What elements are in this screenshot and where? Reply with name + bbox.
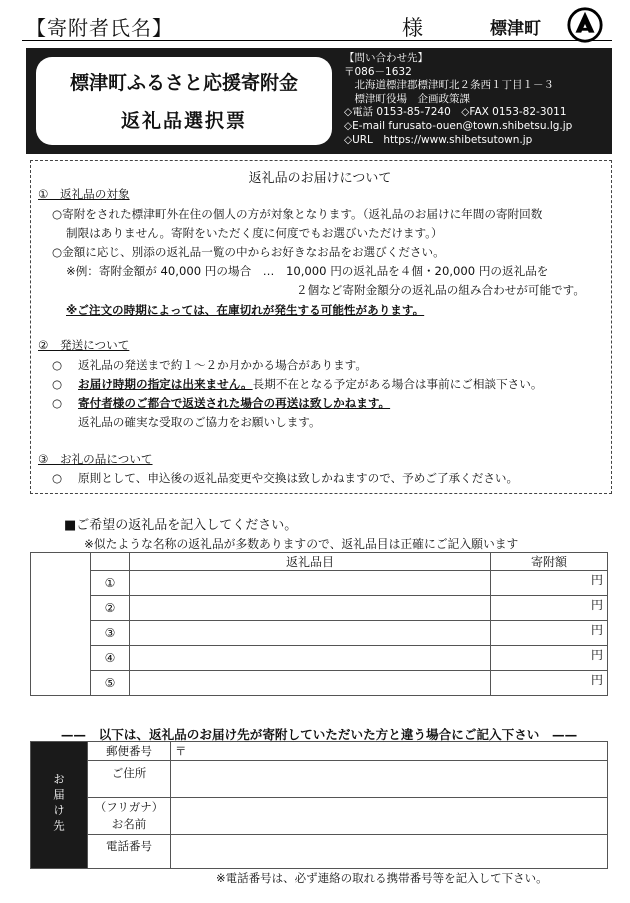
town-name: 標津町	[490, 19, 541, 39]
name-label-text: お名前	[111, 817, 147, 831]
col-amount-header: 寄附額	[491, 553, 608, 571]
notice-line: 原則として、申込後の返礼品変更や交換は致しかねますので、予めご了承ください。	[78, 471, 519, 485]
gift-table	[30, 552, 608, 696]
no-resend-warning: 寄付者様のご都合で返送された場合の再送は致しかねます。	[78, 396, 391, 410]
donor-name-line	[22, 40, 612, 41]
section-3-heading: ③ お礼の品について	[38, 452, 153, 466]
notice-line: ○金額に応じ、別添の返礼品一覧の中からお好きなお品をお選びください。	[52, 245, 445, 259]
gift-item-field[interactable]	[130, 571, 491, 596]
form-title: 標津町ふるさと応援寄附金	[69, 72, 298, 94]
row-number: ①	[91, 571, 130, 596]
gift-item-field[interactable]	[130, 596, 491, 621]
contact-info: 【問い合わせ先】 〒086－1632 北海道標津郡標津町北２条西１丁目１－３ 標津町役場 企画政策課 ◇電話 0153-85-7240 ◇FAX 0153-82-3011 ◇E-mail furusato-ouen@town.shibetsu.lg.jp ◇URL https://www.shibetsutown.jp	[344, 52, 573, 146]
notice-line: ○寄附をされた標津町外在住の個人の方が対象となります。（返礼品のお届けに年間の寄附回数	[52, 207, 543, 221]
section-2-heading: ② 発送について	[38, 338, 130, 352]
no-date-spec: お届け時期の指定は出来ません。	[78, 377, 253, 391]
table-row	[31, 621, 608, 646]
phone-field[interactable]	[171, 835, 608, 869]
section-1-heading: ① 返礼品の対象	[38, 187, 130, 201]
gift-amount-field[interactable]: 円	[491, 596, 608, 621]
delivery-section-heading: —— 以下は、返礼品のお届け先が寄附していただいた方と違う場合にご記入下さい ——	[60, 727, 578, 742]
delivery-side-label: お届け先	[31, 742, 88, 869]
form-subtitle: 返礼品選択票	[120, 110, 247, 132]
donor-name-label: 【寄附者氏名】	[26, 16, 173, 40]
gift-amount-field[interactable]: 円	[491, 671, 608, 696]
delivery-table	[30, 741, 608, 869]
gift-section-note: ※似たような名称の返礼品が多数ありますので、返礼品目は正確にご記入願います	[84, 537, 519, 551]
address-field[interactable]	[171, 761, 608, 798]
bullet: ○	[52, 396, 63, 410]
table-row	[31, 596, 608, 621]
gift-section-heading: ■ご希望の返礼品を記入してください。	[64, 518, 298, 533]
notice-title: 返礼品のお届けについて	[248, 171, 392, 186]
col-item-header: 返礼品目	[130, 553, 491, 571]
honorific-sama: 様	[402, 16, 423, 40]
postal-field[interactable]: 〒	[171, 742, 608, 761]
town-emblem-icon	[566, 6, 604, 44]
notice-line: 返礼品の確実な受取のご協力をお願いします。	[78, 415, 321, 429]
gift-amount-field[interactable]: 円	[491, 621, 608, 646]
phone-footnote: ※電話番号は、必ず連絡の取れる携帯番号等を記入して下さい。	[216, 871, 548, 885]
row-number: ④	[91, 646, 130, 671]
gift-amount-field[interactable]: 円	[491, 571, 608, 596]
row-number: ⑤	[91, 671, 130, 696]
row-number: ③	[91, 621, 130, 646]
bullet: ○	[52, 471, 63, 485]
gift-item-field[interactable]	[130, 671, 491, 696]
gift-item-field[interactable]	[130, 621, 491, 646]
notice-line: ２個など寄附金額分の返礼品の組み合わせが可能です。	[296, 283, 585, 297]
furigana-label: （フリガナ）	[94, 800, 164, 814]
phone-label: 電話番号	[88, 835, 171, 869]
bullet: ○	[52, 377, 63, 391]
gift-item-field[interactable]	[130, 646, 491, 671]
name-field[interactable]	[171, 798, 608, 835]
gift-side-label: 返礼品	[31, 553, 91, 696]
bullet: ○	[52, 358, 63, 372]
name-label	[88, 798, 171, 835]
address-label: ご住所	[88, 761, 171, 798]
table-row	[31, 646, 608, 671]
table-row	[31, 571, 608, 596]
table-row	[31, 671, 608, 696]
postal-label: 郵便番号	[88, 742, 171, 761]
notice-line: ※例：寄附金額が 40,000 円の場合 … 10,000 円の返礼品を４個・20,000 円の返礼品を	[66, 264, 549, 278]
row-number: ②	[91, 596, 130, 621]
stock-warning: ※ご注文の時期によっては、在庫切れが発生する可能性があります。	[66, 303, 425, 317]
notice-line: 長期不在となる予定がある場合は事前にご相談下さい。	[252, 377, 543, 391]
gift-amount-field[interactable]: 円	[491, 646, 608, 671]
notice-line: 返礼品の発送まで約１～２か月かかる場合があります。	[78, 358, 367, 372]
notice-line: 制限はありません。寄附をいただく度に何度でもお選びいただけます。）	[66, 226, 443, 240]
